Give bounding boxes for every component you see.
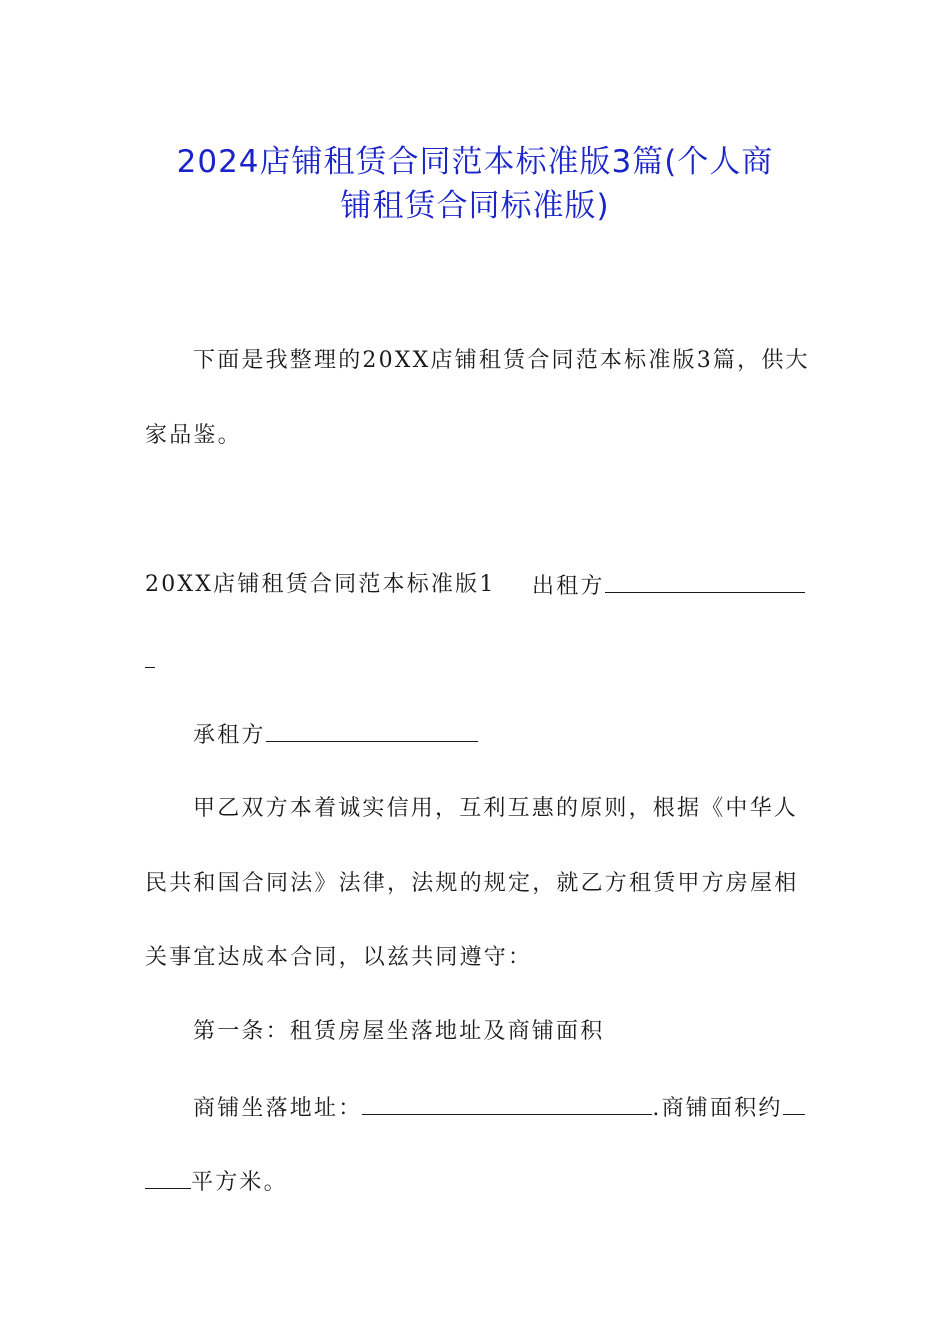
lessee-label: 承租方 xyxy=(193,723,266,748)
lessee-row xyxy=(193,719,478,751)
lessor-blank xyxy=(605,570,805,593)
area-blank-continued xyxy=(145,1166,191,1189)
document-title-line-1: 2024店铺租赁合同范本标准版3篇(个人商 xyxy=(176,144,774,180)
paragraph-1-line-3: 关事宜达成本合同，以兹共同遵守： xyxy=(145,945,533,970)
document-title-line-2: 铺租赁合同标准版) xyxy=(340,188,610,224)
area-row-continued xyxy=(145,1166,288,1198)
address-row xyxy=(193,1092,805,1124)
lessee-blank xyxy=(266,719,478,742)
area-label: .商铺面积约 xyxy=(652,1096,783,1121)
lessor-blank-continued xyxy=(145,645,155,677)
address-blank xyxy=(362,1092,652,1115)
lessor-label: 出租方 xyxy=(532,574,605,599)
lessor-row xyxy=(532,570,805,602)
intro-line-1: 下面是我整理的20XX店铺租赁合同范本标准版3篇，供大 xyxy=(193,348,810,373)
paragraph-1-line-2: 民共和国合同法》法律，法规的规定，就乙方租赁甲方房屋相 xyxy=(145,871,799,896)
section-heading: 20XX店铺租赁合同范本标准版1 xyxy=(145,572,496,597)
area-blank xyxy=(783,1092,805,1115)
article-1-heading: 第一条：租赁房屋坐落地址及商铺面积 xyxy=(193,1019,605,1044)
paragraph-1-line-1: 甲乙双方本着诚实信用，互利互惠的原则，根据《中华人 xyxy=(193,796,799,821)
area-unit: 平方米。 xyxy=(191,1170,288,1195)
intro-line-2: 家品鉴。 xyxy=(145,423,242,448)
address-label: 商铺坐落地址： xyxy=(193,1096,363,1121)
